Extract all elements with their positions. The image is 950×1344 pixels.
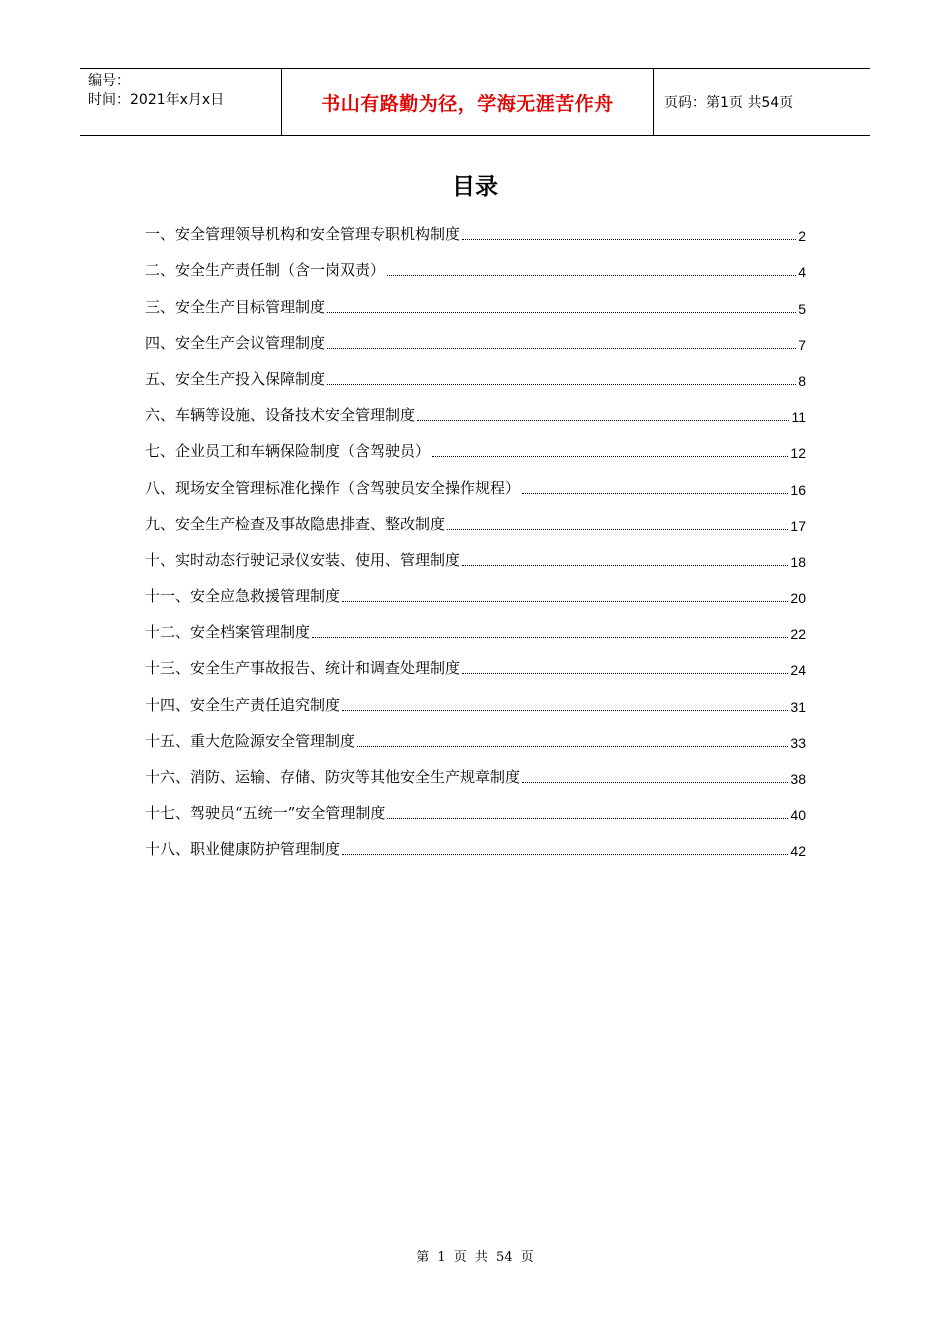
toc-entry-label: 二、安全生产责任制（含一岗双责）: [145, 261, 386, 280]
toc-entry[interactable]: [145, 642, 806, 678]
toc-entry-page: 11: [791, 409, 806, 426]
toc-leader-dots: [447, 529, 788, 530]
toc-entry-page: 12: [790, 445, 806, 462]
document-number-label: 编号：: [88, 73, 130, 89]
toc-entry-label: 八、现场安全管理标准化操作（含驾驶员安全操作规程）: [145, 478, 521, 497]
document-header: [80, 68, 870, 136]
toc-entry-page: 22: [790, 626, 806, 643]
toc-leader-dots: [327, 384, 796, 385]
toc-entry[interactable]: [145, 715, 806, 751]
toc-entry[interactable]: [145, 353, 806, 389]
table-of-contents: [145, 208, 806, 859]
toc-title: 目录: [452, 174, 498, 200]
toc-leader-dots: [462, 239, 796, 240]
toc-leader-dots: [357, 746, 788, 747]
toc-entry[interactable]: [145, 208, 806, 244]
header-meta-cell: [80, 69, 282, 135]
toc-entry-page: 16: [790, 481, 806, 498]
toc-entry-page: 40: [790, 807, 806, 824]
toc-leader-dots: [327, 348, 796, 349]
toc-entry-page: 17: [790, 517, 806, 534]
toc-entry-label: 四、安全生产会议管理制度: [145, 333, 326, 352]
toc-leader-dots: [432, 456, 788, 457]
toc-entry-label: 六、车辆等设施、设备技术安全管理制度: [145, 406, 416, 425]
toc-entry-label: 十七、驾驶员“五统一”安全管理制度: [145, 804, 386, 823]
toc-leader-dots: [342, 710, 788, 711]
toc-entry-page: 2: [798, 228, 806, 245]
toc-entry-page: 31: [790, 698, 806, 715]
toc-entry[interactable]: [145, 280, 806, 316]
toc-entry[interactable]: [145, 787, 806, 823]
toc-entry-label: 十二、安全档案管理制度: [145, 623, 311, 642]
toc-entry-page: 5: [798, 300, 806, 317]
toc-entry[interactable]: [145, 244, 806, 280]
toc-entry-page: 8: [798, 372, 806, 389]
toc-entry[interactable]: [145, 678, 806, 714]
toc-leader-dots: [462, 673, 788, 674]
toc-leader-dots: [387, 818, 788, 819]
page-footer: 第 1 页 共 54 页: [416, 1250, 534, 1265]
toc-entry-label: 十八、职业健康防护管理制度: [145, 840, 341, 859]
toc-entry[interactable]: [145, 461, 806, 497]
toc-entry-page: 20: [790, 590, 806, 607]
toc-entry-page: 18: [790, 553, 806, 570]
toc-entry-label: 十、实时动态行驶记录仪安装、使用、管理制度: [145, 550, 461, 569]
header-motto: 书山有路勤为径，学海无涯苦作舟: [321, 92, 614, 115]
toc-leader-dots: [387, 275, 796, 276]
toc-entry-page: 42: [790, 843, 806, 860]
toc-leader-dots: [342, 601, 788, 602]
toc-entry[interactable]: [145, 570, 806, 606]
toc-entry-page: 24: [790, 662, 806, 679]
toc-entry[interactable]: [145, 534, 806, 570]
toc-entry-label: 十六、消防、运输、存储、防灾等其他安全生产规章制度: [145, 768, 521, 786]
toc-entry-page: 33: [790, 734, 806, 751]
header-page-cell: [654, 69, 870, 135]
toc-entry[interactable]: [145, 498, 806, 534]
header-motto-cell: [282, 69, 654, 135]
toc-leader-dots: [522, 782, 788, 783]
toc-entry-page: 4: [798, 264, 806, 281]
toc-entry[interactable]: [145, 606, 806, 642]
toc-entry-label: 十四、安全生产责任追究制度: [145, 695, 341, 714]
toc-leader-dots: [417, 420, 789, 421]
toc-entry[interactable]: [145, 425, 806, 461]
toc-leader-dots: [327, 312, 796, 313]
toc-entry[interactable]: [145, 823, 806, 859]
toc-entry-label: 一、安全管理领导机构和安全管理专职机构制度: [145, 225, 461, 244]
toc-entry-label: 十五、重大危险源安全管理制度: [145, 731, 356, 750]
toc-entry-label: 五、安全生产投入保障制度: [145, 369, 326, 388]
toc-entry-page: 38: [790, 771, 806, 787]
toc-entry[interactable]: [145, 751, 806, 787]
header-page-info: 页码：第1页 共54页: [664, 95, 794, 111]
toc-entry[interactable]: [145, 389, 806, 425]
document-date-label: 时间：2021年x月x日: [88, 92, 225, 108]
toc-leader-dots: [462, 565, 788, 566]
toc-leader-dots: [342, 854, 788, 855]
toc-entry-label: 十一、安全应急救援管理制度: [145, 587, 341, 606]
toc-entry-label: 九、安全生产检查及事故隐患排查、整改制度: [145, 514, 446, 533]
toc-entry-label: 七、企业员工和车辆保险制度（含驾驶员）: [145, 442, 431, 461]
toc-entry-page: 7: [798, 336, 806, 353]
toc-entry[interactable]: [145, 317, 806, 353]
toc-entry-label: 十三、安全生产事故报告、统计和调查处理制度: [145, 659, 461, 678]
toc-leader-dots: [312, 637, 788, 638]
toc-entry-label: 三、安全生产目标管理制度: [145, 297, 326, 316]
toc-leader-dots: [522, 493, 788, 494]
